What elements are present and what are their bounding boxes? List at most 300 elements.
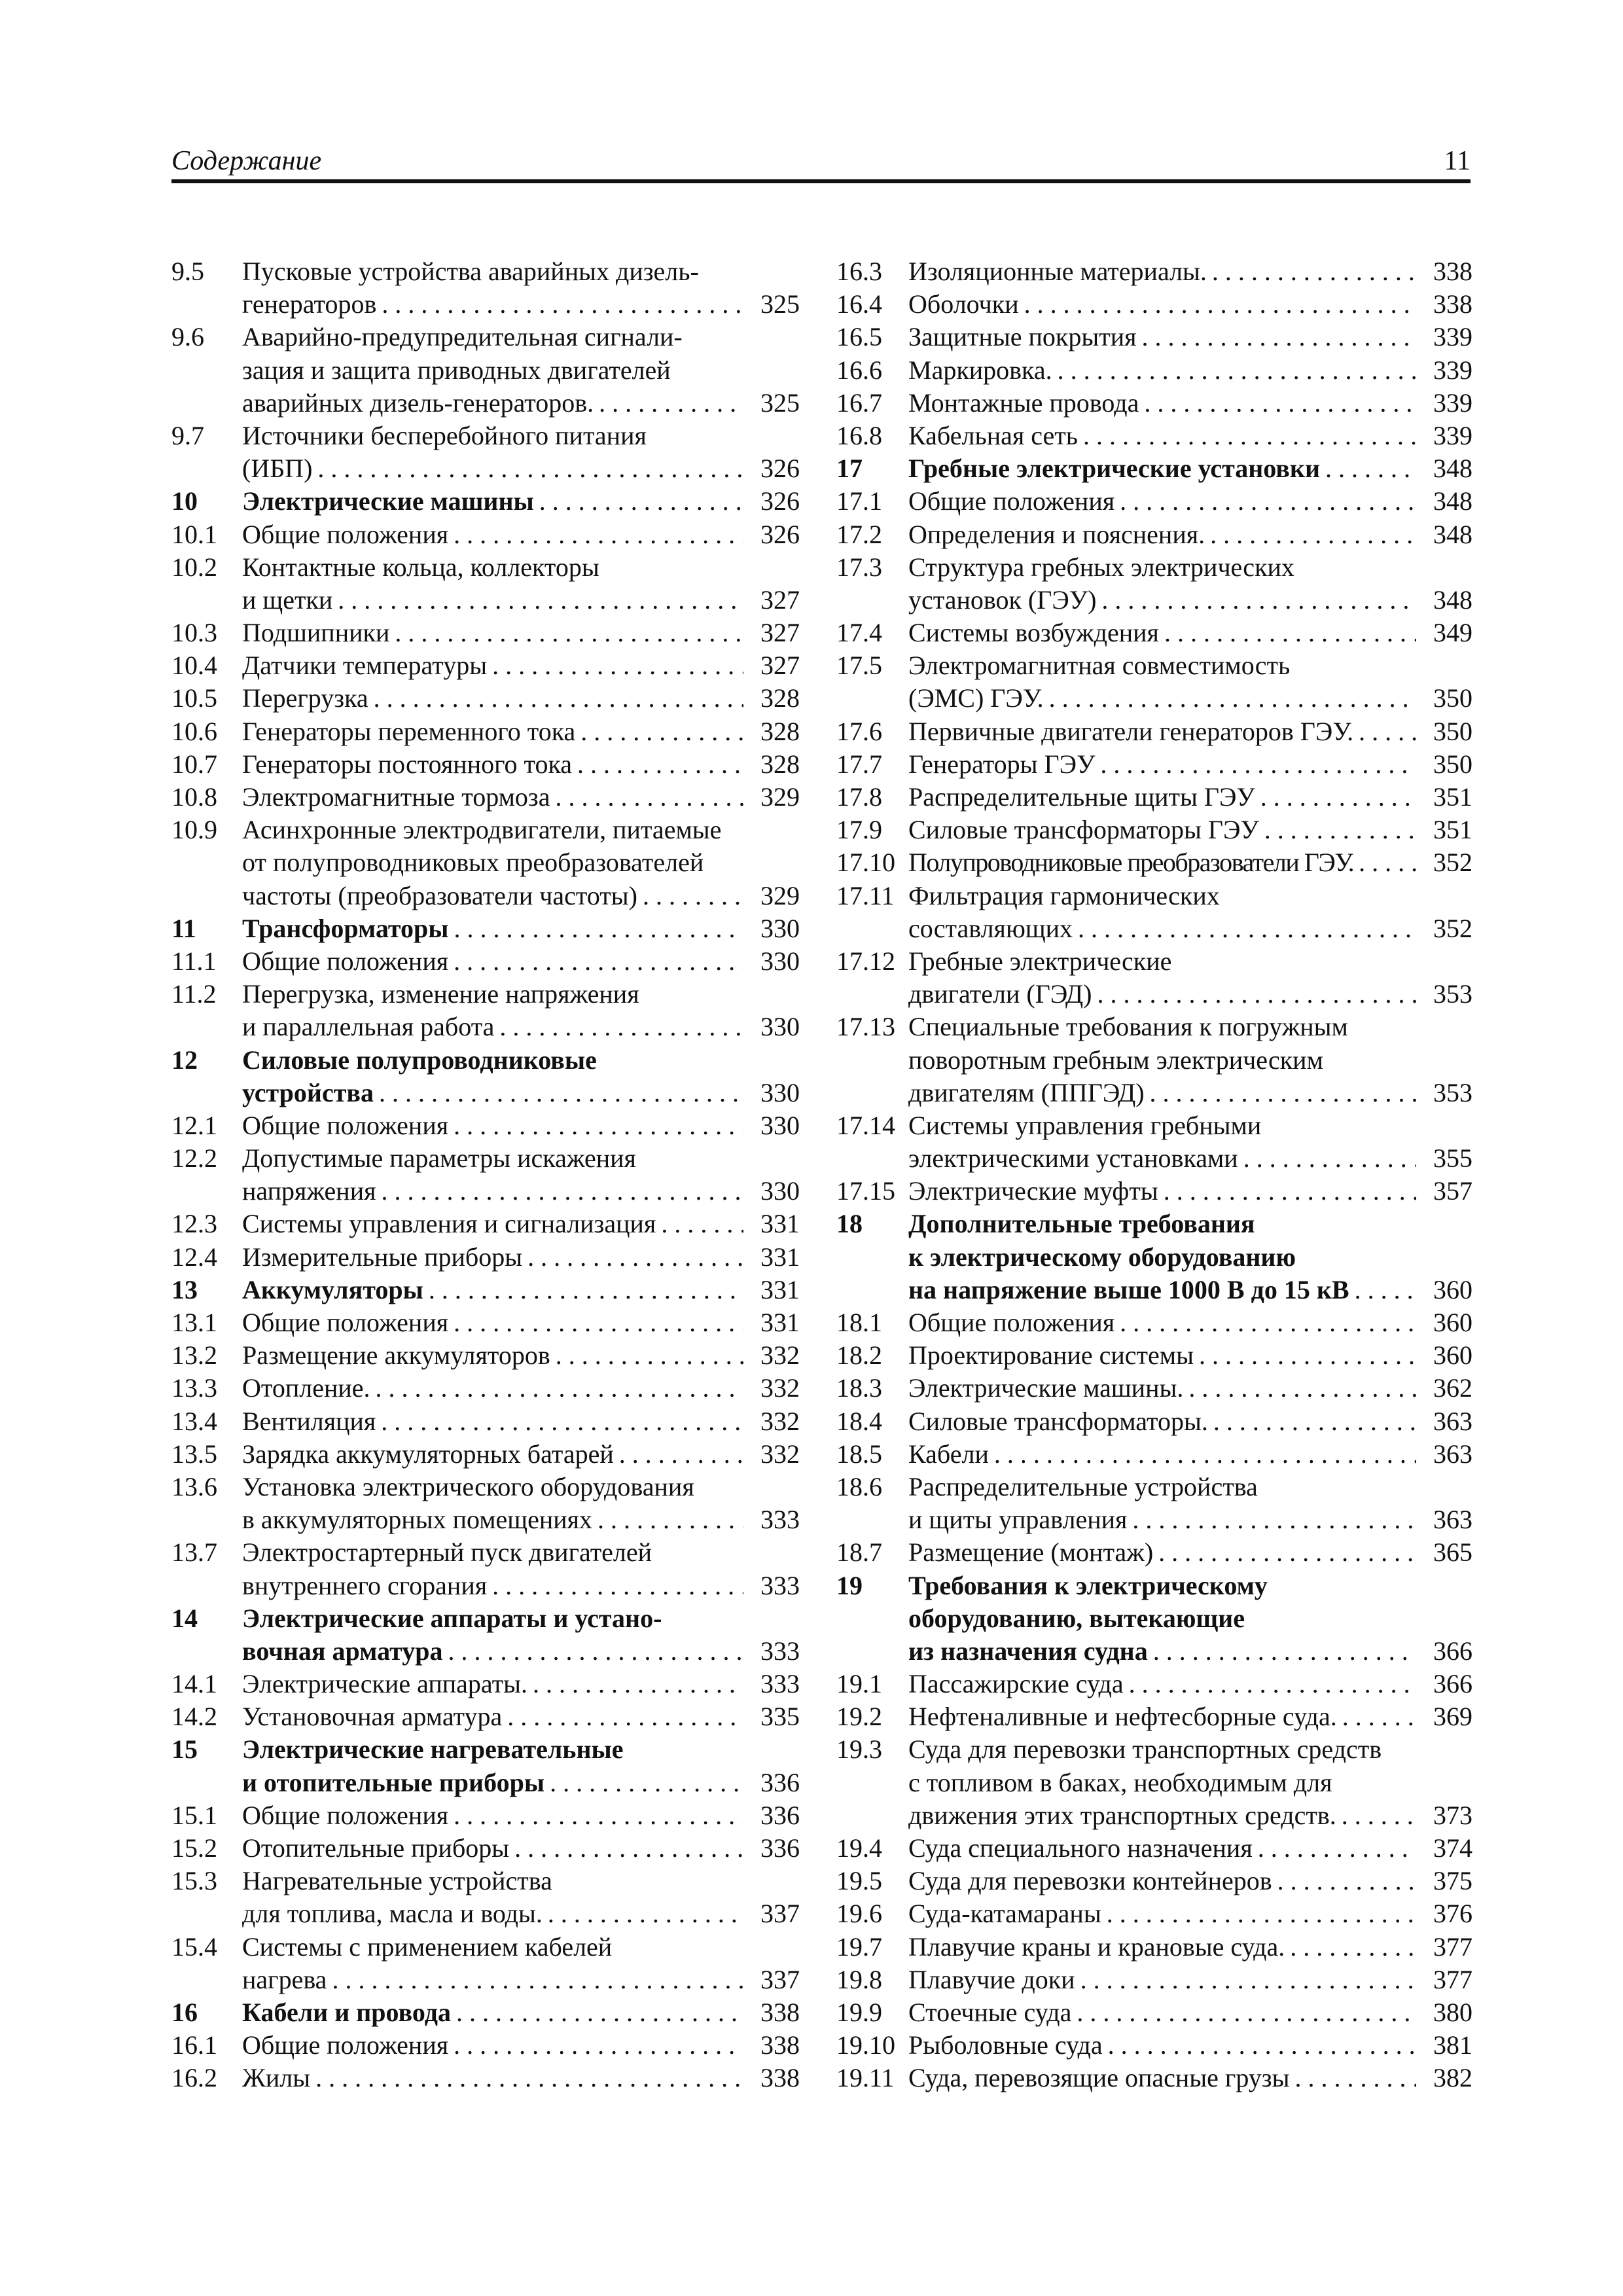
toc-entry-line: [171, 1208, 800, 1240]
page-ref: [1416, 1602, 1472, 1635]
section-number: [836, 978, 908, 1011]
toc-entry-line: [171, 846, 800, 879]
section-title: Системы управления гребными: [908, 1110, 1262, 1140]
toc-entry: [171, 1142, 800, 1208]
toc-entry: [171, 1306, 800, 1339]
toc-entry-line: [171, 387, 800, 420]
section-title: Суда-катамараны: [908, 1899, 1101, 1929]
toc-entry: [836, 1175, 1472, 1208]
page-ref: 325: [760, 289, 800, 319]
section-number: [836, 1503, 908, 1536]
section-number: 13.1: [171, 1308, 217, 1337]
section-title: Общие положения: [242, 2030, 449, 2060]
section-number: 16.4: [836, 289, 882, 319]
section-title: Пусковые устройства аварийных дизель-: [242, 257, 699, 286]
toc-entry-line: [171, 1109, 800, 1142]
toc-entry-line: [171, 880, 800, 912]
section-title: для топлива, масла и воды.: [242, 1899, 543, 1929]
section-title: Общие положения: [242, 519, 449, 549]
leader-dots: [534, 485, 743, 518]
page-ref: 377: [1433, 1931, 1472, 1962]
toc-entry-line: [836, 1668, 1472, 1700]
toc-entry-line: [171, 945, 800, 978]
leader-dots: [989, 1438, 1416, 1471]
section-number: [171, 288, 242, 321]
section-number: 18.7: [836, 1537, 882, 1568]
section-number: 13.4: [171, 1406, 217, 1436]
page-ref: [1416, 1241, 1472, 1274]
section-number: [836, 1142, 908, 1175]
toc-entry-line: [171, 978, 800, 1011]
toc-entry-line: [171, 288, 800, 321]
page-ref: 353: [1433, 979, 1472, 1009]
page-ref: [1416, 1733, 1472, 1766]
leader-dots: [448, 518, 743, 551]
toc-entry: [171, 551, 800, 617]
section-title: Генераторы постоянного тока: [242, 749, 573, 779]
leader-dots: [327, 1964, 743, 1996]
section-title: Нагревательные устройства: [242, 1866, 552, 1896]
toc-entry: [836, 1438, 1472, 1471]
toc-entry-line: [171, 748, 800, 781]
toc-entry: [171, 978, 800, 1043]
section-number: [171, 387, 242, 420]
section-title: Жилы: [242, 2063, 311, 2093]
section-number: [171, 880, 242, 912]
section-number: 18.4: [836, 1406, 882, 1436]
toc-entry-line: [171, 321, 800, 353]
page-ref: [1416, 1471, 1472, 1503]
toc-entry-line: [836, 1799, 1472, 1832]
page-ref: 338: [760, 2030, 800, 2060]
leader-dots: [494, 1011, 743, 1043]
toc-entry-line: [171, 781, 800, 814]
page-ref: 330: [760, 913, 800, 943]
section-number: 13.5: [171, 1439, 217, 1469]
page-ref: 339: [1433, 322, 1472, 352]
toc-entry: [836, 1109, 1472, 1175]
section-number: 19: [836, 1570, 863, 1600]
toc-entry: [836, 1700, 1472, 1733]
toc-entry: [171, 1438, 800, 1471]
page-ref: [1416, 880, 1472, 912]
section-title: составляющих: [908, 913, 1073, 943]
leader-dots: [448, 2029, 743, 2062]
leader-dots: [1336, 1799, 1416, 1832]
section-title: Плавучие краны и крановые суда.: [908, 1931, 1285, 1962]
section-title: от полупроводниковых преобразователей: [242, 848, 704, 878]
toc-entry-line: [171, 1931, 800, 1964]
section-title: Первичные двигатели генераторов ГЭУ.: [908, 716, 1354, 746]
leader-dots: [1183, 1372, 1416, 1405]
page-ref: 355: [1433, 1143, 1472, 1174]
section-title: поворотным гребным электрическим: [908, 1045, 1323, 1075]
leader-dots: [1096, 584, 1416, 617]
toc-entry: [171, 1865, 800, 1930]
toc-entry-line: [836, 1372, 1472, 1405]
section-title: Трансформаторы: [242, 913, 449, 943]
toc-entry-line: [171, 1832, 800, 1865]
toc-entry: [171, 1602, 800, 1668]
page-ref: 333: [760, 1570, 800, 1600]
section-title: Общие положения: [242, 1110, 449, 1140]
toc-entry-line: [836, 846, 1472, 879]
section-title: Общие положения: [242, 1800, 449, 1830]
page-ref: 374: [1433, 1833, 1472, 1863]
leader-dots: [637, 880, 743, 912]
section-title: Нефтеналивные и нефтесборные суда.: [908, 1702, 1337, 1732]
toc-entry: [171, 2062, 800, 2094]
toc-entry-line: [171, 354, 800, 387]
toc-entry: [171, 1044, 800, 1109]
toc-entry: [836, 485, 1472, 518]
toc-entry-line: [171, 255, 800, 288]
toc-entry: [836, 1536, 1472, 1569]
toc-entry-line: [836, 1536, 1472, 1569]
toc-entry-line: [836, 814, 1472, 846]
section-title: Суда для перевозки контейнеров: [908, 1866, 1272, 1896]
section-title: (ИБП): [242, 454, 313, 484]
section-title: Гребные электрические: [908, 946, 1172, 976]
section-title: Специальные требования к погружным: [908, 1012, 1348, 1042]
section-title: и параллельная работа: [242, 1012, 495, 1042]
page-ref: 325: [760, 387, 800, 418]
section-title: вочная арматура: [242, 1636, 443, 1666]
section-number: 19.11: [836, 2063, 895, 2093]
toc-entry: [171, 781, 800, 814]
section-title: Установка электрического оборудования: [242, 1471, 694, 1501]
section-number: 13.2: [171, 1340, 217, 1371]
page-ref: 375: [1433, 1866, 1472, 1896]
section-number: 10.7: [171, 749, 217, 779]
toc-entry-line: [836, 518, 1472, 551]
leader-dots: [544, 1767, 743, 1799]
toc-entry: [171, 255, 800, 321]
toc-entry: [171, 1536, 800, 1602]
toc-entry-line: [171, 1635, 800, 1668]
leader-dots: [423, 1274, 743, 1306]
page-ref: 328: [760, 749, 800, 779]
section-number: 11.1: [171, 946, 217, 976]
page-ref: 338: [1433, 289, 1472, 319]
leader-dots: [1259, 814, 1416, 846]
page-ref: 330: [760, 1012, 800, 1042]
section-number: 18.3: [836, 1373, 882, 1403]
toc-entry-line: [171, 1668, 800, 1700]
page-ref: 350: [1433, 716, 1472, 746]
section-title: Кабели и провода: [242, 1997, 451, 2027]
section-number: [171, 846, 242, 879]
section-title: устройства: [242, 1077, 374, 1107]
section-number: 10.5: [171, 683, 217, 713]
section-number: [836, 1044, 908, 1077]
section-number: 12.2: [171, 1143, 217, 1174]
page-ref: 333: [760, 1669, 800, 1699]
toc-entry: [836, 1668, 1472, 1700]
toc-entry-line: [171, 682, 800, 715]
page-ref: 337: [760, 1899, 800, 1929]
toc-entry-line: [836, 1996, 1472, 2029]
toc-entry: [171, 1471, 800, 1536]
section-title: Рыболовные суда: [908, 2030, 1103, 2060]
section-number: [171, 1570, 242, 1602]
page-ref: [1416, 945, 1472, 978]
leader-dots: [376, 1405, 743, 1438]
toc-entry: [171, 1931, 800, 1996]
section-number: [171, 1767, 242, 1799]
toc-entry-line: [171, 1175, 800, 1208]
page-ref: 332: [760, 1373, 800, 1403]
toc-entry: [171, 321, 800, 420]
page-ref: [743, 1044, 800, 1077]
page-ref: 333: [760, 1505, 800, 1535]
toc-entry-line: [836, 1733, 1472, 1766]
section-number: 17.9: [836, 815, 882, 845]
toc-entry: [171, 485, 800, 518]
section-title: Генераторы ГЭУ: [908, 749, 1096, 779]
toc-entry: [836, 1011, 1472, 1109]
page-ref: 362: [1433, 1373, 1472, 1403]
section-number: 10.2: [171, 552, 217, 582]
section-number: 17.14: [836, 1110, 895, 1140]
toc-entry: [171, 1241, 800, 1274]
toc-entry-line: [836, 748, 1472, 781]
leader-dots: [448, 1109, 743, 1142]
section-number: 17.6: [836, 716, 882, 746]
toc-entry-line: [836, 1832, 1472, 1865]
toc-entry-line: [171, 1372, 800, 1405]
section-number: 9.5: [171, 257, 204, 286]
section-number: [171, 1897, 242, 1930]
section-title: Измерительные приборы: [242, 1242, 523, 1272]
toc-entry-line: [836, 321, 1472, 353]
section-number: 18.1: [836, 1308, 882, 1337]
page-ref: 328: [760, 683, 800, 713]
toc-entry-line: [836, 1274, 1472, 1306]
section-title: Допустимые параметры искажения: [242, 1143, 636, 1174]
section-title: Электромагнитная совместимость: [908, 651, 1291, 681]
leader-dots: [448, 945, 743, 978]
leader-dots: [656, 1208, 743, 1240]
section-title: Отопление.: [242, 1373, 370, 1403]
section-title: Силовые полупроводниковые: [242, 1045, 597, 1075]
toc-entry-line: [836, 1175, 1472, 1208]
section-number: [836, 1274, 908, 1306]
leader-dots: [376, 288, 743, 321]
page-ref: 332: [760, 1406, 800, 1436]
toc-entry: [171, 1996, 800, 2029]
toc-entry-line: [836, 945, 1472, 978]
toc-entry: [836, 1339, 1472, 1372]
leader-dots: [1285, 1931, 1416, 1964]
section-number: 15.3: [171, 1866, 217, 1896]
toc-entry: [171, 420, 800, 485]
section-number: 17.8: [836, 782, 882, 812]
section-number: 15.1: [171, 1800, 217, 1830]
section-number: 17.10: [836, 848, 895, 878]
section-title: Фильтрация гармонических: [908, 880, 1220, 910]
page-ref: [1416, 1011, 1472, 1043]
toc-entry: [836, 715, 1472, 748]
page-ref: [743, 1865, 800, 1897]
section-number: 10.9: [171, 815, 217, 845]
section-number: [836, 1077, 908, 1109]
page-ref: 336: [760, 1833, 800, 1863]
page-ref: 339: [1433, 355, 1472, 385]
section-title: нагрева: [242, 1964, 327, 1994]
toc-entry: [171, 945, 800, 978]
leader-dots: [389, 617, 743, 649]
section-number: 16.3: [836, 257, 882, 286]
page-ref: 366: [1433, 1636, 1472, 1666]
toc-entry-line: [171, 2062, 800, 2094]
section-number: 19.5: [836, 1866, 882, 1896]
page-ref: 338: [760, 2063, 800, 2093]
section-number: 19.4: [836, 1833, 882, 1863]
toc-entry-line: [171, 1799, 800, 1832]
toc-entry-line: [836, 1897, 1472, 1930]
section-title: двигателям (ППГЭД): [908, 1077, 1145, 1107]
toc-entry: [836, 1208, 1472, 1306]
toc-entry: [171, 912, 800, 945]
leader-dots: [448, 1799, 743, 1832]
page-ref: 373: [1433, 1800, 1472, 1830]
section-number: 10.8: [171, 782, 217, 812]
toc-entry-line: [836, 1306, 1472, 1339]
section-title: Распределительные щиты ГЭУ: [908, 782, 1255, 812]
section-title: Плавучие доки: [908, 1964, 1075, 1994]
section-title: из назначения судна: [908, 1636, 1148, 1666]
section-title: оборудованию, вытекающие: [908, 1603, 1245, 1633]
leader-dots: [1353, 846, 1416, 879]
toc-entry: [836, 321, 1472, 353]
leader-dots: [614, 1438, 743, 1471]
section-number: 19.2: [836, 1702, 882, 1732]
toc-entry: [836, 420, 1472, 452]
section-number: 12.4: [171, 1242, 217, 1272]
toc-entry-line: [171, 1142, 800, 1175]
toc-entry: [171, 682, 800, 715]
section-number: [171, 1964, 242, 1996]
section-number: 11.2: [171, 979, 217, 1009]
leader-dots: [1153, 1536, 1416, 1569]
toc-entry-line: [171, 1503, 800, 1536]
leader-dots: [1092, 978, 1416, 1011]
toc-entry-line: [836, 255, 1472, 288]
toc-entry: [171, 1405, 800, 1438]
page-ref: [743, 354, 800, 387]
toc-entry-line: [171, 551, 800, 584]
section-title: Общие положения: [242, 1308, 449, 1337]
leader-dots: [374, 1077, 743, 1109]
section-number: [171, 1077, 242, 1109]
toc-entry: [171, 1109, 800, 1142]
toc-left-column: [171, 255, 800, 2095]
leader-dots: [368, 682, 743, 715]
page-ref: 329: [760, 880, 800, 910]
toc-entry: [171, 748, 800, 781]
toc-entry-line: [171, 1733, 800, 1766]
section-title: Системы с применением кабелей: [242, 1931, 613, 1962]
section-number: 17: [836, 454, 863, 484]
section-title: Оболочки: [908, 289, 1019, 319]
section-number: 17.11: [836, 880, 895, 910]
toc-entry-line: [836, 715, 1472, 748]
leader-dots: [332, 584, 743, 617]
toc-entry-line: [171, 1011, 800, 1043]
page-ref: 360: [1433, 1308, 1472, 1337]
toc-entry-line: [171, 518, 800, 551]
section-title: Перегрузка: [242, 683, 368, 713]
toc-entry-line: [836, 1570, 1472, 1602]
section-title: электрическими установками: [908, 1143, 1238, 1174]
toc-entry-line: [836, 781, 1472, 814]
section-number: [836, 1241, 908, 1274]
section-number: 17.7: [836, 749, 882, 779]
toc-entry-line: [836, 1077, 1472, 1109]
section-number: [836, 584, 908, 617]
section-title: частоты (преобразователи частоты): [242, 880, 637, 910]
section-title: Аварийно-предупредительная сигнали-: [242, 322, 683, 352]
toc-entry-line: [836, 288, 1472, 321]
section-title: Дополнительные требования: [908, 1209, 1255, 1239]
section-title: к электрическому оборудованию: [908, 1242, 1296, 1272]
section-title: Суда специального назначения: [908, 1833, 1253, 1863]
toc-entry-line: [171, 1471, 800, 1503]
leader-dots: [1075, 1964, 1416, 1996]
toc-entry-line: [836, 880, 1472, 912]
section-title: Маркировка.: [908, 355, 1052, 385]
toc-entry-line: [171, 617, 800, 649]
leader-dots: [1320, 452, 1416, 485]
toc-entry-line: [171, 649, 800, 682]
toc-entry-line: [171, 912, 800, 945]
leader-dots: [310, 2062, 743, 2094]
page-ref: 350: [1433, 683, 1472, 713]
toc-entry-line: [836, 978, 1472, 1011]
toc-entry: [836, 354, 1472, 387]
leader-dots: [449, 912, 743, 945]
section-title: Датчики температуры: [242, 651, 488, 681]
page-ref: 330: [760, 1176, 800, 1206]
section-title: Контактные кольца, коллекторы: [242, 552, 599, 582]
leader-dots: [575, 715, 743, 748]
toc-entry: [836, 2029, 1472, 2062]
toc-entry: [836, 1832, 1472, 1865]
page-ref: 351: [1433, 782, 1472, 812]
page-ref: 381: [1433, 2030, 1472, 2060]
page-ref: [743, 1602, 800, 1635]
leader-dots: [1115, 1306, 1416, 1339]
leader-dots: [1353, 715, 1416, 748]
section-title: Монтажные провода: [908, 387, 1139, 418]
page-ref: 331: [760, 1274, 800, 1304]
leader-dots: [1103, 2029, 1416, 2062]
page-ref: 331: [760, 1242, 800, 1272]
page-ref: [743, 255, 800, 288]
toc-entry-line: [171, 1241, 800, 1274]
section-number: 15.4: [171, 1931, 217, 1962]
toc-entry: [171, 1733, 800, 1799]
section-title: Зарядка аккумуляторных батарей: [242, 1439, 614, 1469]
toc-entry-line: [171, 1274, 800, 1306]
leader-dots: [1255, 781, 1416, 814]
toc-entry-line: [171, 1602, 800, 1635]
section-title: Пассажирские суда: [908, 1669, 1124, 1699]
section-title: Изоляционные материалы.: [908, 257, 1207, 286]
section-title: Электрические машины.: [908, 1373, 1184, 1403]
section-number: 17.3: [836, 552, 882, 582]
